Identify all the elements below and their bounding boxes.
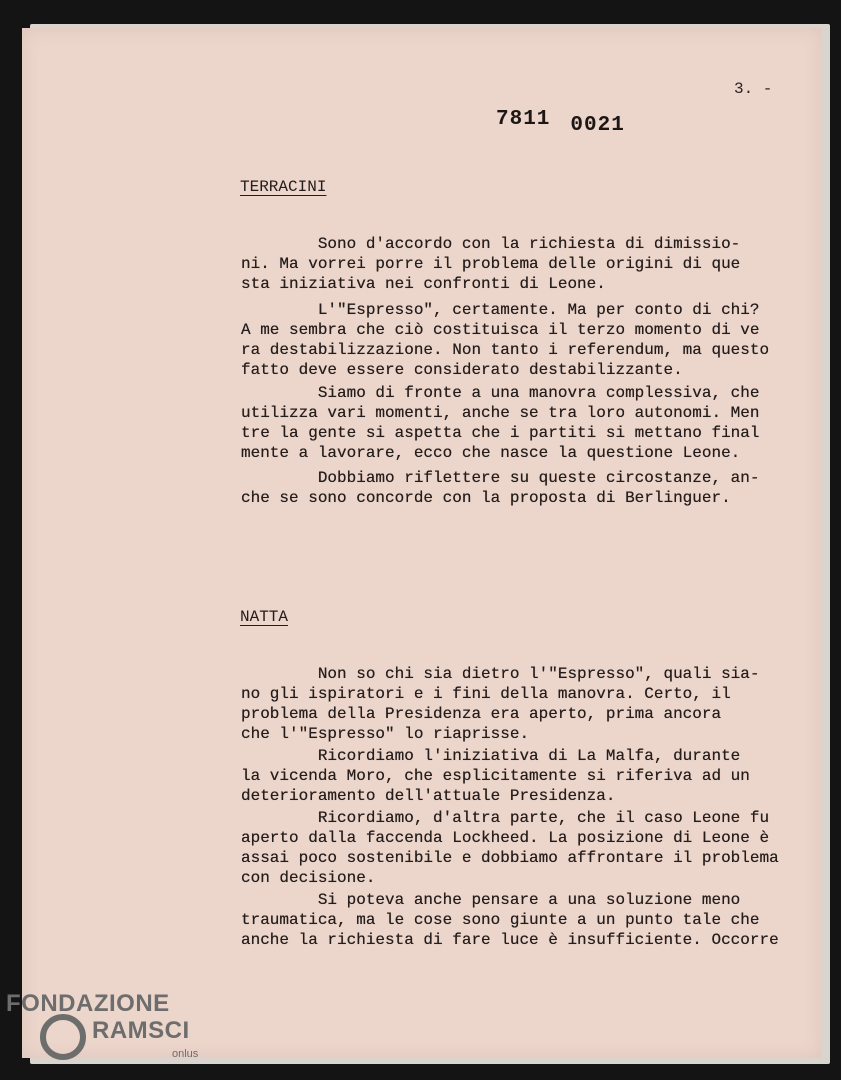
paragraph: Dobbiamo riflettere su queste circostanze, an- che se sono concorde con la proposta di Berlinguer. bbox=[241, 469, 760, 507]
paragraph: Non so chi sia dietro l'"Espresso", quali sia- no gli ispiratori e i fini della manovra. Certo, il problema della Presidenza era aperto, prima ancora che l'"Espresso" lo riaprisse. bbox=[241, 665, 760, 743]
speaker-heading-terracini: TERRACINI bbox=[240, 178, 327, 196]
document-page bbox=[22, 28, 821, 1058]
fondazione-gramsci-watermark bbox=[2, 988, 217, 1072]
paragraph: Siamo di fronte a una manovra complessiva, che utilizza vari momenti, anche se tra loro autonomi. Men tre la gente si aspetta che i partiti si mettano final mente a lavorare, ecco che nasce la questione Leone. bbox=[241, 384, 760, 462]
watermark-line2: RAMSCI bbox=[92, 1017, 190, 1044]
document-code-part1: 7811 bbox=[496, 108, 551, 131]
paragraph: Sono d'accordo con la richiesta di dimissio- ni. Ma vorrei porre il problema delle origini di que sta iniziativa nei confronti di Leone. bbox=[241, 235, 741, 293]
paragraph: Si poteva anche pensare a una soluzione meno traumatica, ma le cose sono giunte a un punto tale che anche la richiesta di fare luce è insufficiente. Occorre bbox=[241, 891, 779, 949]
paragraph: Ricordiamo l'iniziativa di La Malfa, durante la vicenda Moro, che esplicitamente si riferiva ad un deterioramento dell'attuale Presidenza. bbox=[241, 747, 750, 805]
page-number: 3. - bbox=[734, 80, 773, 98]
paragraph: L'"Espresso", certamente. Ma per conto di chi? A me sembra che ciò costituisca il terzo momento di ve ra destabilizzazione. Non tanto i referendum, ma questo fatto deve essere considerato destabilizzante. bbox=[241, 301, 770, 379]
document-code bbox=[496, 108, 625, 137]
g-logo-icon bbox=[40, 1014, 86, 1060]
watermark-line1: FONDAZIONE bbox=[6, 990, 170, 1017]
speaker-heading-natta: NATTA bbox=[240, 608, 289, 626]
watermark-line3: onlus bbox=[172, 1048, 199, 1060]
document-code-part2: 0021 bbox=[570, 114, 625, 137]
paragraph: Ricordiamo, d'altra parte, che il caso Leone fu aperto dalla faccenda Lockheed. La posizione di Leone è assai poco sostenibile e dobbiamo affrontare il problema con decisione. bbox=[241, 809, 779, 887]
